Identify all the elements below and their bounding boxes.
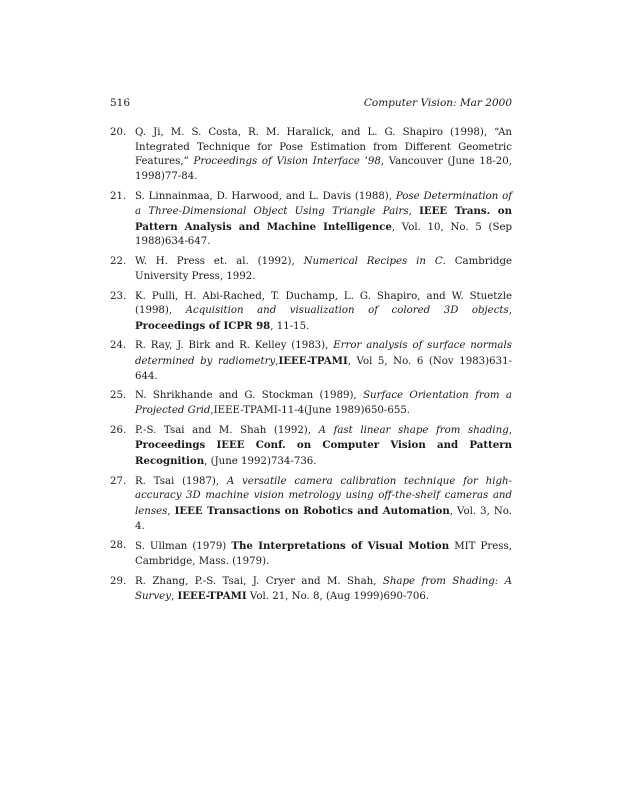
reference-number: 23.	[110, 290, 127, 302]
reference-title: Error analysis of surface normals determined by radiometry	[135, 340, 512, 368]
reference-segment: R. Tsai (1987),	[135, 475, 227, 487]
reference-number: 22.	[110, 256, 127, 268]
reference-segment: K. Pulli, H. Abi-Rached, T. Duchamp, L. G. Shapiro, and W. Stuetzle (1998),	[135, 290, 512, 317]
reference-text	[135, 290, 512, 335]
reference-text	[135, 424, 512, 470]
reference-number: 24.	[110, 340, 127, 352]
reference-number: 21.	[110, 190, 127, 202]
reference-segment: Vol. 21, No. 8, (Aug 1999)690-706.	[246, 591, 430, 603]
reference-segment: . Cambridge University Press, 1992.	[135, 256, 512, 282]
reference-item	[110, 389, 512, 418]
reference-item	[110, 339, 512, 384]
reference-text	[135, 190, 512, 250]
reference-segment: ,	[508, 424, 512, 436]
reference-segment: S. Ullman (1979)	[135, 541, 232, 553]
reference-item	[110, 255, 512, 284]
reference-segment: , Vol 5, No. 6 (Nov 1983)631-644.	[135, 356, 512, 382]
reference-segment: , 11-15.	[270, 320, 310, 332]
reference-segment: ,	[408, 206, 420, 218]
reference-title: Shape from Shading: A Survey	[135, 575, 512, 603]
reference-venue: IEEE-TPAMI	[177, 590, 247, 603]
reference-item	[110, 475, 512, 534]
reference-segment: ,	[508, 305, 512, 317]
reference-segment: R. Zhang, P.-S. Tsai, J. Cryer and M. Shah,	[135, 575, 383, 587]
reference-segment: ,	[167, 505, 175, 517]
reference-venue: IEEE Transactions on Robotics and Automation	[174, 504, 450, 517]
reference-number: 27.	[110, 475, 127, 487]
reference-segment: , Vancouver (June 18-20, 1998)77-84.	[135, 156, 512, 182]
reference-text	[135, 339, 512, 384]
reference-list	[110, 126, 512, 610]
reference-number: 26.	[110, 424, 127, 436]
reference-title: Numerical Recipes in C	[303, 256, 443, 268]
reference-venue: The Interpretations of Visual Motion	[231, 540, 450, 553]
reference-text	[135, 389, 512, 418]
reference-item	[110, 290, 512, 335]
reference-segment: , Vol. 10, No. 5 (Sep 1988)634-647.	[135, 221, 512, 248]
reference-venue: IEEE-TPAMI	[278, 355, 348, 368]
reference-segment: S. Linnainmaa, D. Harwood, and L. Davis (1988),	[135, 190, 396, 202]
reference-title: A versatile camera calibration technique for high-accuracy 3D machine vision metrology using off-the-shelf cameras and lenses	[135, 475, 512, 517]
reference-number: 29.	[110, 575, 127, 587]
reference-segment: N. Shrikhande and G. Stockman (1989),	[135, 390, 364, 402]
reference-segment: P.-S. Tsai and M. Shah (1992),	[135, 424, 319, 436]
reference-segment: W. H. Press et. al. (1992),	[135, 256, 304, 268]
reference-segment: , Vol. 3, No. 4.	[135, 505, 512, 532]
reference-segment: ,	[275, 356, 279, 368]
reference-text	[135, 475, 512, 534]
reference-segment: R. Ray, J. Birk and R. Kelley (1983),	[135, 340, 334, 352]
reference-item	[110, 126, 512, 184]
reference-item	[110, 539, 512, 569]
page-header	[110, 97, 512, 113]
reference-title: A fast linear shape from shading	[318, 424, 509, 436]
reference-number: 20.	[110, 127, 127, 138]
reference-segment: ,IEEE-TPAMI-11-4(June 1989)650-655.	[210, 405, 411, 417]
reference-title: Proceedings of Vision Interface ’98	[193, 156, 381, 168]
reference-segment: MIT Press, Cambridge, Mass. (1979).	[135, 541, 512, 567]
reference-text	[135, 126, 512, 184]
reference-number: 25.	[110, 390, 127, 402]
reference-text	[135, 539, 512, 569]
page-number: 516	[110, 97, 131, 109]
reference-segment: Q. Ji, M. S. Costa, R. M. Haralick, and L. G. Shapiro (1998), “An Integrated Technique for Pose Estimation from Different Geometric Features,”	[135, 127, 512, 168]
reference-title: Pose Determination of a Three-Dimensional Object Using Triangle Pairs	[135, 190, 512, 218]
running-title: Computer Vision: Mar 2000	[363, 97, 512, 109]
reference-item	[110, 424, 512, 470]
reference-venue: Proceedings of ICPR 98	[135, 319, 271, 332]
reference-item	[110, 575, 512, 605]
reference-title: Surface Orientation from a Projected Grid	[135, 390, 512, 417]
reference-segment: ,	[170, 591, 178, 603]
reference-item	[110, 190, 512, 250]
reference-number: 28.	[110, 540, 127, 552]
reference-text	[135, 575, 512, 605]
reference-title: Acquisition and visualization of colored 3D objects	[185, 305, 509, 317]
reference-segment: , (June 1992)734-736.	[204, 456, 317, 467]
reference-text	[135, 255, 512, 284]
reference-venue: IEEE Trans. on Pattern Analysis and Machine Intelligence	[135, 205, 512, 233]
reference-venue: Proceedings IEEE Conf. on Computer Vision and Pattern Recognition	[135, 439, 512, 467]
